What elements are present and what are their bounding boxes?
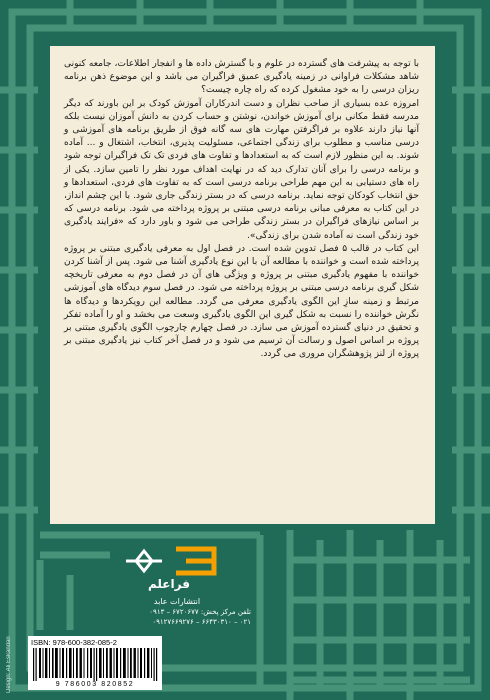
publisher-emblem-icon bbox=[118, 545, 226, 577]
designer-credit: Design: Ali Eskandari bbox=[6, 636, 12, 693]
phone-line: تلفن مرکز پخش: ۶۷۲۰۶۷۷ – ۰۹۱۳ bbox=[149, 608, 251, 616]
publisher-name: انتشارات عابد bbox=[153, 597, 201, 606]
isbn-barcode-box bbox=[28, 636, 162, 690]
body-paragraph: امروزه عده بسیاری از صاحب نظران و دست اندرکاران آموزش کودک بر این باورند که دیگر مدرسه فقط مکانی برای آموزش خواندن، نوشتن و حساب کردن به دانش آموزان نیست بلکه آنها نیاز دارند علاوه بر فراگرفتن مهارت های سه گانه فوق از طریق برنامه های آموزشی و درسی مناسب و مطلوب برای زندگی اجتماعی، مسئولیت پذیری، انتخاب، اشتغال و ... آماده شوند. به این منظور لازم است که به استعدادها و تفاوت های فردی تک تک فراگیران توجه شود و برنامه درسی را برای آنان تدارک دید که در نهایت اهداف مورد نظر را تامین سازد. یکی از راه های دستیابی به این مهم طراحی برنامه درسی است که به تفاوت های فردی، استعدادها و حق انتخاب کودکان توجه نماید. برنامه درسی که در بستر زندگی جاری شود. با این چشم انداز، در این کتاب به معرفی مبانی برنامه درسی مبتنی بر پروژه پرداخته می شود. برنامه درسی که بر اساس نیازهای فراگیران در بستر زندگی طراحی می شود و باور دارد که «فرایند یادگیری خود زندگی است نه آماده شدن برای زندگی». bbox=[64, 98, 419, 241]
phone-line: ۰۲۱ – ۶۶۴۳۰۳۱۰ – ۰۹۱۲۷۶۶۹۲۷۶ bbox=[152, 618, 251, 626]
chapters-paragraph: این کتاب در قالب ۵ فصل تدوین شده است. در فصل اول به معرفی یادگیری مبتنی بر پروژه پرداخته شده است و خواننده با مطالعه آن با این نوع یادگیری آشنا می شود. پس از آشنا کردن خواننده با مفهوم یادگیری مبتنی بر پروژه و ویژگی های آن در فصل دوم به معرفی تاریخچه شکل گیری برنامه درسی مبتنی بر پروژه پرداخته می شود. در فصل سوم دیدگاه های آموزشی مرتبط و زمینه سازِ این الگوی یادگیری معرفی می گردد. مطالعه این رویکردها و دیدگاه ها نگرش خواننده را نسبت به شکل گیری این الگوی یادگیری وسعت می بخشد و او را آماده تفکر و تحقیق در دنیای گسترده آموزش می سازد. در فصل چهارم چارچوب الگوی یادگیری مبتنی بر پروژه بر اساس اصول و رسالت آن ترسیم می شود و در فصل آخر کتاب نیز یادگیری مبتنی بر پروژه از لنز پژوهشگران مروری می گردد. bbox=[64, 243, 419, 360]
barcode-number: 9 786003 820852 bbox=[55, 681, 135, 688]
publisher-phones bbox=[116, 607, 251, 627]
barcode-icon bbox=[31, 648, 159, 681]
isbn-label: ISBN: 978-600-382-085-2 bbox=[31, 638, 117, 647]
back-cover-text-panel bbox=[50, 46, 435, 524]
brand-name: فراعلم bbox=[148, 577, 190, 591]
intro-paragraph: با توجه به پیشرفت های گسترده در علوم و با گسترش داده ها و انفجار اطلاعات، جامعه کنونی شاهد مشکلات فراوانی در زمینه یادگیری عمیق فراگیران می باشد و این موضوع ذهن برنامه ریزان درسی را به خود مشغول کرده که راه چاره چیست؟ bbox=[64, 59, 419, 96]
